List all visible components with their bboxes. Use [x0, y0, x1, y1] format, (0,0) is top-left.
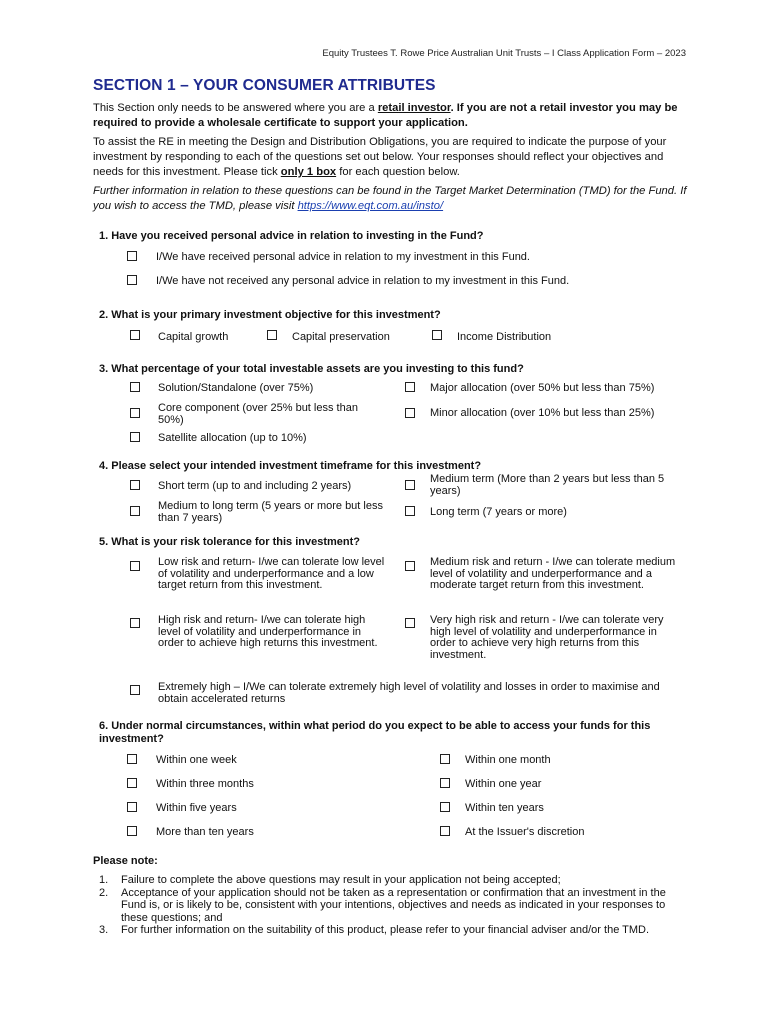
- note-item: 1. Failure to complete the above questions may result in your application not being accepted;: [99, 874, 561, 886]
- intro-paragraph: This Section only needs to be answered where you are a retail investor. If you are not a retail investor you may be required to provide a wholesale certificate to support your application.: [93, 102, 678, 129]
- q3-checkbox-solution-standalone[interactable]: [130, 382, 140, 392]
- q6-checkbox-more-than-ten-years[interactable]: [127, 826, 137, 836]
- q4-checkbox-medium-term[interactable]: [405, 480, 415, 490]
- notes-list: [99, 874, 689, 937]
- q3-option-solution-standalone: Solution/Standalone (over 75%): [158, 382, 314, 394]
- question-3-title: 3. What percentage of your total investable assets are you investing to this fund?: [99, 363, 524, 375]
- q6-checkbox-issuers-discretion[interactable]: [440, 826, 450, 836]
- q3-checkbox-core-component[interactable]: [130, 408, 140, 418]
- q5-option-low-risk: Low risk and return- I/we can tolerate low level of volatility and underperformance and a low target return from this investment.: [158, 556, 385, 591]
- q6-option-within-one-year: Within one year: [465, 778, 542, 790]
- q3-option-satellite-allocation: Satellite allocation (up to 10%): [158, 432, 307, 444]
- q5-checkbox-medium-risk[interactable]: [405, 561, 415, 571]
- q4-option-short-term: Short term (up to and including 2 years): [158, 480, 352, 492]
- q1-option-no-advice: I/We have not received any personal advice in relation to my investment in this Fund.: [156, 275, 570, 287]
- note-item: 3. For further information on the suitability of this product, please refer to your financial adviser and/or the TMD.: [99, 924, 650, 936]
- q6-option-within-five-years: Within five years: [156, 802, 237, 814]
- q3-option-minor-allocation: Minor allocation (over 10% but less than 25%): [430, 407, 655, 419]
- q2-option-income-distribution: Income Distribution: [457, 331, 552, 343]
- q6-option-more-than-ten-years: More than ten years: [156, 826, 254, 838]
- q1-checkbox-received-advice[interactable]: [127, 251, 137, 261]
- assist-paragraph: To assist the RE in meeting the Design and Distribution Obligations, you are required to indicate the purpose of your investment by responding to each of the questions set out below. Your responses should reflect your objectives and needs for this investment. Please tick only 1 box for each question below.: [93, 136, 667, 178]
- q5-option-medium-risk: Medium risk and return - I/we can tolerate medium level of volatility and underperformance and a moderate target return from this investment.: [430, 556, 676, 591]
- q6-checkbox-within-one-month[interactable]: [440, 754, 450, 764]
- q3-checkbox-major-allocation[interactable]: [405, 382, 415, 392]
- retail-investor-link[interactable]: retail investor: [377, 102, 451, 114]
- q5-checkbox-low-risk[interactable]: [130, 561, 140, 571]
- q4-checkbox-medium-to-long-term[interactable]: [130, 506, 140, 516]
- q6-option-within-three-months: Within three months: [156, 778, 254, 790]
- q5-checkbox-very-high-risk[interactable]: [405, 618, 415, 628]
- question-5-title: 5. What is your risk tolerance for this investment?: [99, 536, 361, 548]
- q1-checkbox-no-advice[interactable]: [127, 275, 137, 285]
- q2-option-capital-preservation: Capital preservation: [292, 331, 390, 343]
- section-title: SECTION 1 – YOUR CONSUMER ATTRIBUTES: [93, 77, 436, 94]
- further-info-paragraph: Further information in relation to these questions can be found in the Target Market Determination (TMD) for the Fund. If you wish to access the TMD, please visit https://www.eqt.com.au/insto/: [93, 185, 687, 212]
- q4-option-long-term: Long term (7 years or more): [430, 506, 567, 518]
- q5-option-extremely-high: Extremely high – I/We can tolerate extremely high level of volatility and losses in order to maximise and obtain accelerated returns: [158, 681, 660, 705]
- q6-checkbox-within-three-months[interactable]: [127, 778, 137, 788]
- tmd-link[interactable]: https://www.eqt.com.au/insto/: [297, 200, 444, 212]
- q2-option-capital-growth: Capital growth: [158, 331, 229, 343]
- q5-checkbox-high-risk[interactable]: [130, 618, 140, 628]
- q6-checkbox-within-ten-years[interactable]: [440, 802, 450, 812]
- q3-checkbox-satellite-allocation[interactable]: [130, 432, 140, 442]
- q6-checkbox-within-one-week[interactable]: [127, 754, 137, 764]
- question-4-title: 4. Please select your intended investment timeframe for this investment?: [99, 460, 482, 472]
- question-6-title: 6. Under normal circumstances, within what period do you expect to be able to access your funds for this investment?: [99, 720, 651, 745]
- q3-option-major-allocation: Major allocation (over 50% but less than 75%): [430, 382, 655, 394]
- q4-option-medium-term: Medium term (More than 2 years but less than 5 years): [430, 473, 665, 497]
- notes-title: Please note:: [93, 855, 158, 867]
- q6-checkbox-within-one-year[interactable]: [440, 778, 450, 788]
- q3-option-core-component: Core component (over 25% but less than 50%): [158, 402, 358, 426]
- q5-checkbox-extremely-high[interactable]: [130, 685, 140, 695]
- q6-option-within-one-week: Within one week: [156, 754, 237, 766]
- q4-checkbox-short-term[interactable]: [130, 480, 140, 490]
- q6-option-issuers-discretion: At the Issuer's discretion: [465, 826, 585, 838]
- page-header: Equity Trustees T. Rowe Price Australian Unit Trusts – I Class Application Form – 2023: [322, 48, 686, 59]
- q3-checkbox-minor-allocation[interactable]: [405, 408, 415, 418]
- q2-checkbox-capital-growth[interactable]: [130, 330, 140, 340]
- q6-checkbox-within-five-years[interactable]: [127, 802, 137, 812]
- q5-option-very-high-risk: Very high risk and return - I/we can tolerate very high level of volatility and underperformance in order to achieve very high returns from this investment.: [430, 614, 664, 661]
- q6-option-within-ten-years: Within ten years: [465, 802, 544, 814]
- q2-checkbox-capital-preservation[interactable]: [267, 330, 277, 340]
- q4-checkbox-long-term[interactable]: [405, 506, 415, 516]
- q6-option-within-one-month: Within one month: [465, 754, 551, 766]
- note-item: 2. Acceptance of your application should not be taken as a representation or confirmation that an investment in the Fund is, or is likely to be, consistent with your intentions, objectives and needs as indicated in your responses to these questions; and: [99, 886, 666, 924]
- q4-option-medium-to-long-term: Medium to long term (5 years or more but less than 7 years): [158, 500, 383, 524]
- question-1-title: 1. Have you received personal advice in relation to investing in the Fund?: [99, 230, 484, 242]
- q1-option-received-advice: I/We have received personal advice in relation to my investment in this Fund.: [156, 251, 530, 263]
- q5-option-high-risk: High risk and return- I/we can tolerate high level of volatility and underperformance in order to achieve high returns this investment.: [158, 614, 378, 649]
- q2-checkbox-income-distribution[interactable]: [432, 330, 442, 340]
- question-2-title: 2. What is your primary investment objective for this investment?: [99, 309, 441, 321]
